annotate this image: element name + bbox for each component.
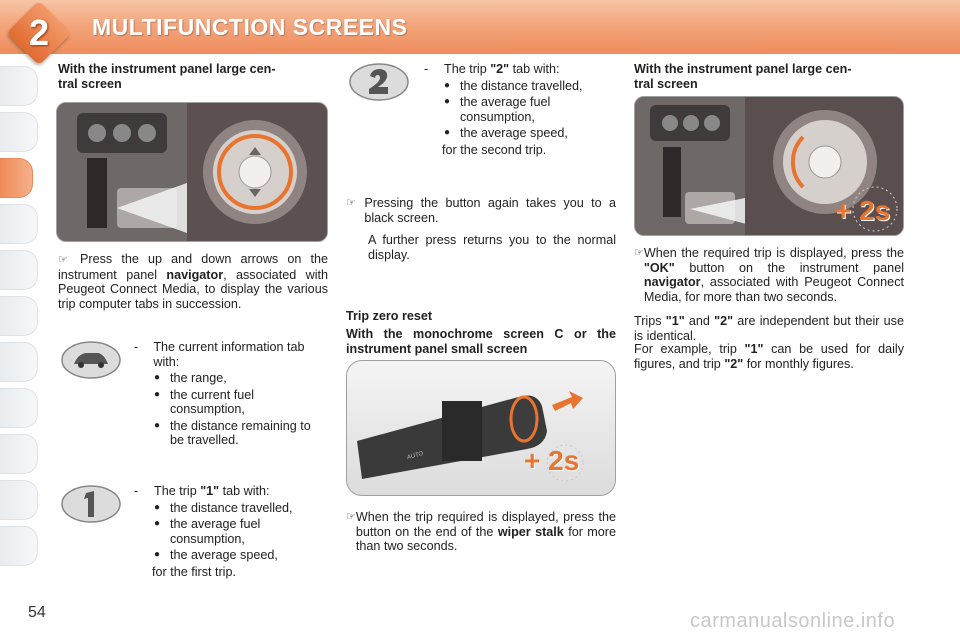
chapter-tab[interactable] (0, 526, 38, 566)
example-usage-text: For example, trip "1" can be used for daily figures, and trip "2" for monthly figures. (634, 342, 905, 371)
chapter-tab[interactable] (0, 204, 38, 244)
chapter-tab[interactable] (0, 112, 38, 152)
reset-heading: Trip zero reset (346, 309, 433, 323)
stalk-label-auto: AUTO (406, 450, 425, 462)
dashboard-navigator-photo (56, 102, 328, 242)
pointing-hand-icon: ☞ (346, 511, 356, 523)
chapter-tab[interactable] (0, 388, 38, 428)
trips-independent-text: Trips "1" and "2" are independent but their use is identical. (634, 314, 904, 343)
car-info-tab-icon (60, 340, 122, 380)
chapter-tab[interactable] (0, 480, 38, 520)
press-again-text: ☞ Pressing the button again takes you to a black screen. A further press returns you to the normal display. (346, 196, 616, 262)
info-tab-description: - The current information tab with: ● the range, ● the current fuel consumption, ● the distance remaining to be travelled. (134, 340, 328, 450)
chapter-tab[interactable] (0, 434, 38, 474)
list-item: ● the average speed, (154, 548, 328, 563)
page-number: 54 (28, 604, 46, 621)
wiper-stalk-photo (346, 360, 616, 496)
watermark: carmanualsonline.info (690, 610, 896, 632)
navigator-instruction: ☞ Press the up and down arrows on the instrument panel navigator, associated with Peugeot Connect Media, to display the various trip computer tabs in succession. (58, 252, 328, 311)
pointing-hand-icon: ☞ (634, 247, 644, 259)
reset-subheading: With the monochrome screen C or the instrument panel small screen (346, 327, 616, 356)
chapter-tab[interactable] (0, 250, 38, 290)
list-item: ● the current fuel consumption, (154, 388, 328, 417)
list-item: ● the distance travelled, (154, 501, 328, 516)
trip-2-tab-icon (348, 62, 410, 102)
trip-1-description: - The trip "1" tab with: ● the distance travelled, ● the average fuel consumption, ● the average speed, for the first trip. (134, 484, 328, 579)
section-heading: With the instrument panel large cen- tral screen (634, 62, 852, 91)
chapter-tab[interactable] (0, 342, 38, 382)
chapter-number: 2 (28, 12, 50, 53)
trip-1-tab-icon (60, 484, 122, 524)
two-seconds-badge: + 2s (524, 445, 580, 476)
ok-button-instruction: ☞ When the required trip is displayed, press the "OK" button on the instrument panel navigator, associated with Peugeot Connect Media, for more than two seconds. (634, 246, 904, 304)
list-item: ● the distance travelled, (444, 79, 618, 94)
list-item: ● the range, (154, 371, 328, 386)
trip-2-description: - The trip "2" tab with: ● the distance travelled, ● the average fuel consumption, ● the average speed, for the second trip. (424, 62, 618, 157)
chapter-tab[interactable] (0, 296, 38, 336)
section-heading: With the instrument panel large cen- tral screen (58, 62, 276, 91)
pointing-hand-icon: ☞ (346, 197, 356, 209)
list-item: ● the distance remaining to be travelled. (154, 419, 328, 448)
chapter-tabs (0, 66, 38, 572)
chapter-tab[interactable] (0, 66, 38, 106)
list-item: ● the average fuel consumption, (154, 517, 328, 546)
page-title: MULTIFUNCTION SCREENS (92, 14, 408, 40)
chapter-tab-active[interactable] (0, 158, 33, 198)
wiper-stalk-instruction: ☞ When the trip required is displayed, press the button on the end of the wiper stalk for more than two seconds. (346, 510, 616, 553)
list-item: ● the average speed, (444, 126, 618, 141)
dashboard-ok-photo (634, 96, 904, 236)
list-item: ● the average fuel consumption, (444, 95, 618, 124)
two-seconds-badge: + 2s (835, 195, 891, 226)
pointing-hand-icon: ☞ (58, 254, 68, 266)
